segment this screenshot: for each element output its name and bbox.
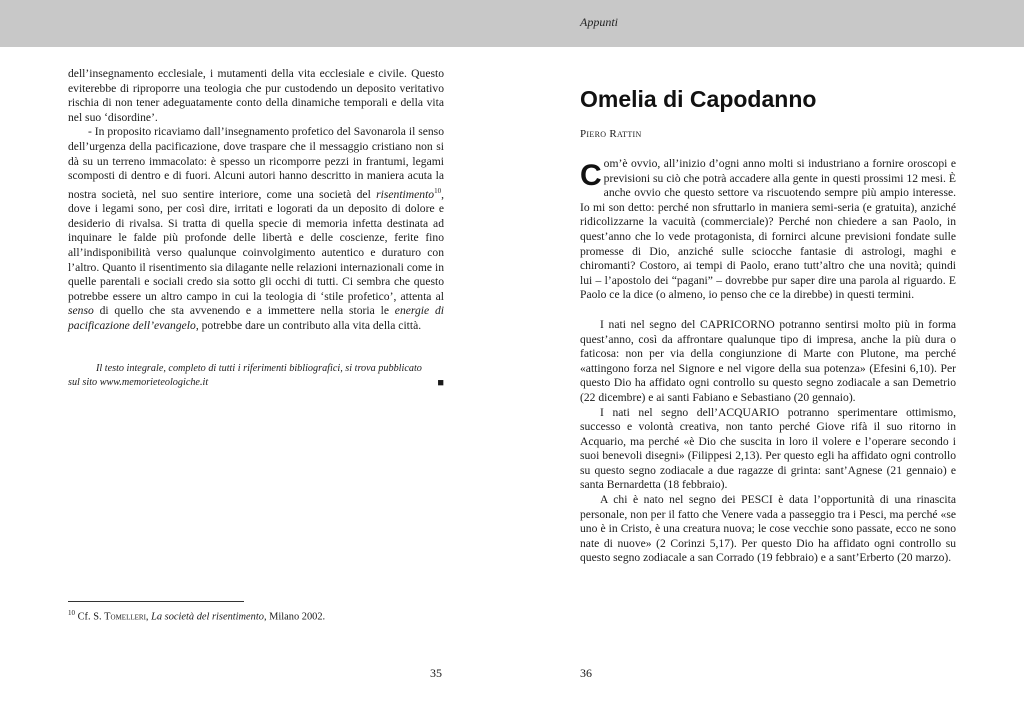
paragraph: dell’insegnamento ecclesiale, i mutamenti della vita ecclesiale e civile. Questo eviterebbe di riproporre una teologia che pur custodendo un deposito veritativo rischia di non tener adeguatamente conto della dinamiche temporali e della vita nel suo ‘disordine’. <box>68 67 444 124</box>
right-page <box>580 0 956 724</box>
paragraph-savonarola: - In proposito ricaviamo dall’insegnamento profetico del Savonarola il senso dell’urgenza della pacificazione, dove traspare che il messaggio cristiano non si dà su un terreno immacolato: è spesso un ricomporre pezzi in frantumi, legami scomposti di dentro e di fuori. Alcuni autori hanno descritto in maniera acuta la nostra società, nel suo sentire interiore, come una società del risentimento$^{10}$, dove i legami sono, per così dire, irritati e logorati da un deposito di dolore e desiderio di rivalsa. Si tratta di quella specie di memoria infetta destinata ad inquinare le falde più profonde delle libertà e delle coscienze, ferite fino all’indisponibilità verso qualunque coinvolgimento autentico e duraturo con l’altro. Quanto il risentimento sia dilagante nelle relazioni internazionali come in quelle parentali e sociali credo sia sotto gli occhi di tutti. Ci sembra che questo potrebbe essere un altro campo in cui la teologia di ‘stile profetico’, attenta al senso di quello che sta avvenendo e a immettere nella storia le energie di pacificazione dell’evangelo, potrebbe dare un contributo alla vita della città. <box>68 125 444 332</box>
paragraph-acquario: I nati nel segno dell’ACQUARIO potranno sperimentare ottimismo, successo e volontà creativa, non tanto perché Giove rifà il suo ritorno in Acquario, ma perché «è Dio che suscita in loro il volere e l’operare secondo i suoi benevoli disegni» (Filippesi 2,13). Per questo egli ha affidato ogni controllo su questo segno zodiacale a due ragazze di grinta: sant’Agnese (21 gennaio) e santa Bernardetta (18 febbraio). <box>580 405 956 492</box>
right-body-text <box>580 157 956 566</box>
paragraph-capricorno: I nati nel segno del CAPRICORNO potranno sentirsi molto più in forma quest’anno, così da affrontare qualunque tipo di impresa, anche la più dura o faticosa: non per via della congiunzione di Marte con Plutone, ma perché «attingono forza nel Signore e nel vigore della sua potenza» (Efesini 6,10). Per questo Dio ha affidato ogni controllo su questo segno zodiacale a san Demetrio (22 dicembre) e ai santi Fabiano e Sebastiano (20 gennaio). <box>580 317 956 404</box>
source-note: Il testo integrale, completo di tutti i riferimenti bibliografici, si trova pubblicato sul sito www.memorieteologiche.it ■ <box>68 363 444 389</box>
article-title: Omelia di Capodanno <box>580 86 817 112</box>
footnote-ref: 10 <box>434 186 442 195</box>
footnote: $^{10}$ Cf. S. Tomelleri, La società del risentimento, Milano 2002. <box>68 609 326 623</box>
page-number-left: 35 <box>430 666 442 680</box>
intro-paragraph: Com’è ovvio, all’inizio d’ogni anno molti si industriano a fornire oroscopi e previsioni su ciò che potrà accadere alla gente in questi prossimi 12 mesi. È anche ovvio che questo settore va riscuotendo sempre più ampio interesse. Io mi son detto: perché non sfruttarlo in maniera semi-seria (e gratuita), anziché ridicolizzarne la vacuità (commerciale)? Perché non chiedere a san Paolo, in quest’anno che lo vede protagonista, di fornirci alcune previsioni fondate sulle promesse di Dio, anziché sulle sciocche fantasie di astrologi, maghi e chiromanti? Costoro, ai tempi di Paolo, erano tutt’altro che una novità; quindi lui – l’apostolo dei “pagani” – dovrebbe pur saper dire una parola al riguardo. E Paolo ce la dice (o almeno, io penso che ce la direbbe) in questi termini. <box>580 157 956 302</box>
page-number-right: 36 <box>580 666 592 680</box>
article-author: Piero Rattin <box>580 128 642 140</box>
left-page <box>68 0 444 724</box>
left-body-text <box>68 67 444 334</box>
running-title: Appunti <box>580 15 618 29</box>
end-of-article-mark: ■ <box>437 377 444 389</box>
paragraph-pesci: A chi è nato nel segno dei PESCI è data l’opportunità di una rinascita personale, non per il fatto che Venere vada a passeggio tra i Pesci, ma perché «se uno è in Cristo, è una creatura nuova; le cose vecchie sono passate, ecco ne sono nate di nuove» (2 Corinzi 5,17). Per questo Dio ha affidato ogni controllo su questo segno zodiacale a san Corrado (19 febbraio) e a sant’Erberto (20 marzo). <box>580 493 956 565</box>
drop-cap: C <box>580 159 602 192</box>
footnote-separator <box>68 601 244 602</box>
